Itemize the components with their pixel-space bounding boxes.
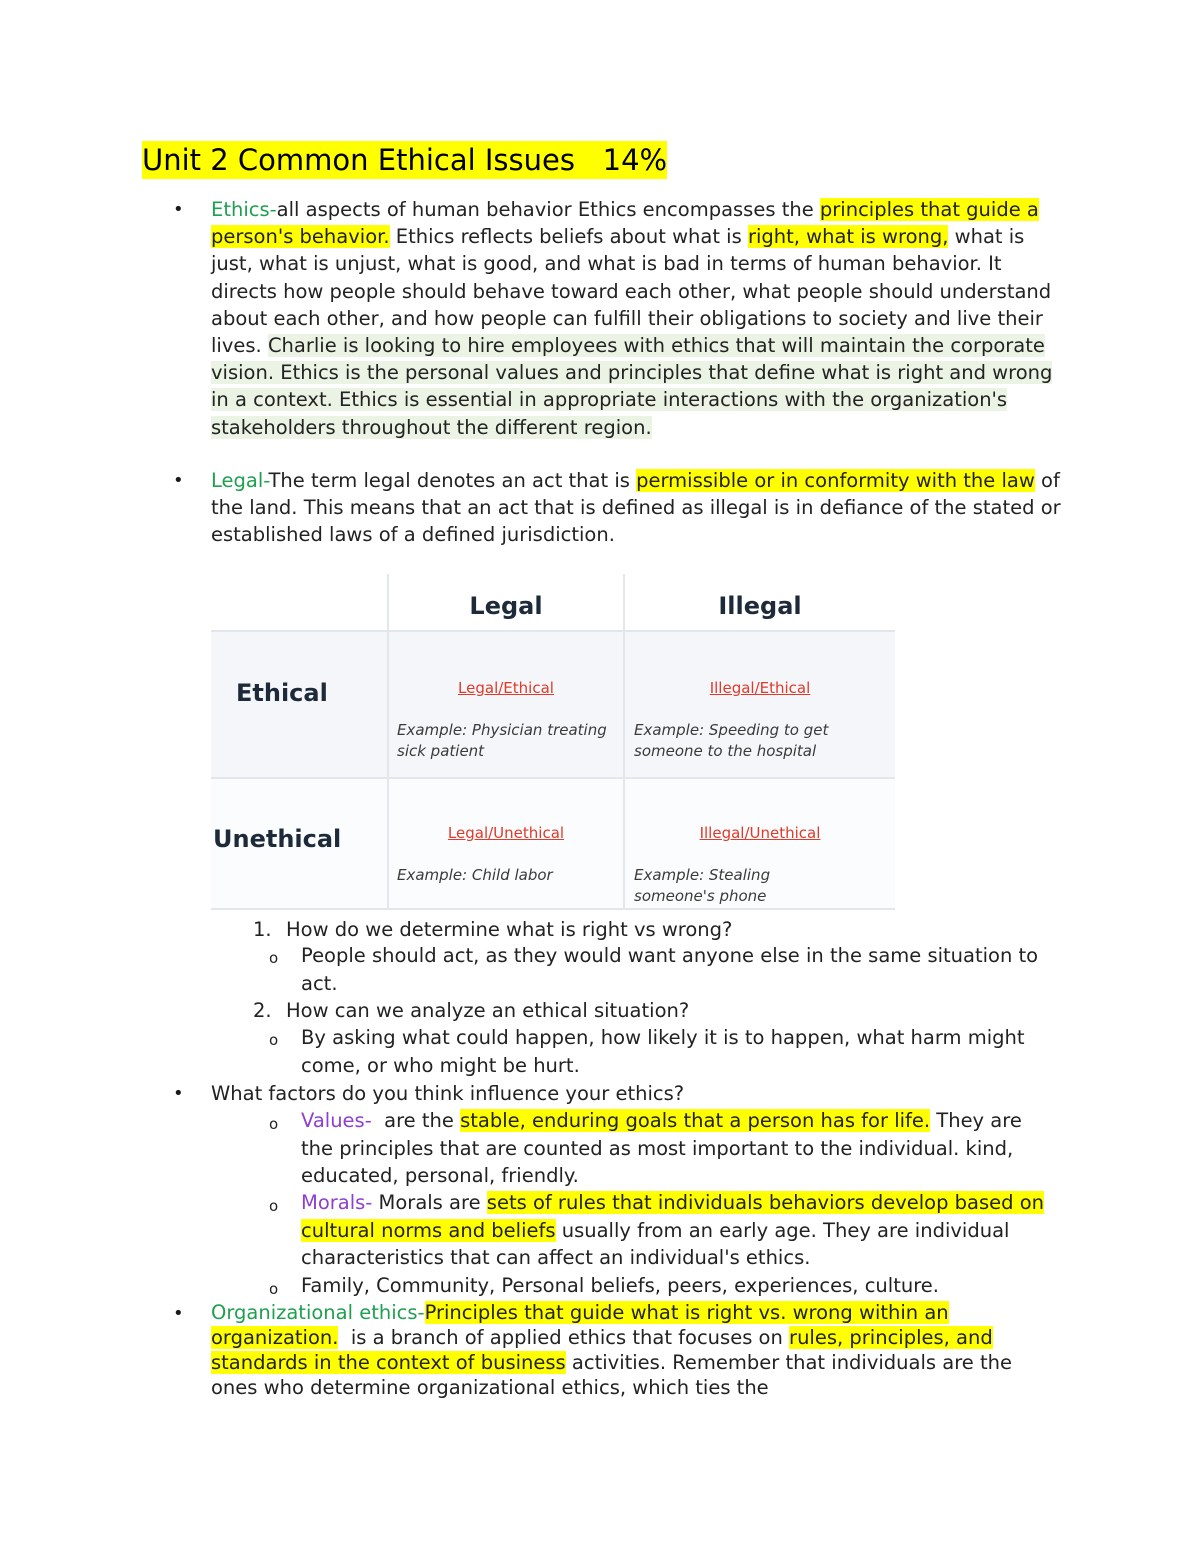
bullet-factors: • — [173, 1083, 184, 1104]
org-ethics-term: Organizational ethics- — [211, 1301, 425, 1324]
ethics-term: Ethics- — [211, 198, 277, 221]
bullet-org-ethics: • — [173, 1303, 184, 1324]
matrix-legal-ethical-example: Example: Physician treating sick patient — [397, 721, 607, 760]
question-2-number: 2. — [253, 999, 272, 1022]
legal-term: Legal- — [211, 469, 269, 492]
morals-paragraph — [301, 1189, 1061, 1272]
ethics-text-1: all aspects of human behavior Ethics encompasses the — [276, 198, 820, 221]
matrix-legal-ethical-label: Legal/Ethical — [458, 679, 554, 697]
ethics-legal-matrix — [211, 574, 895, 910]
org-ethics-paragraph — [211, 1300, 1061, 1400]
legal-paragraph — [211, 467, 1061, 549]
legal-highlight-1: permissible or in conformity with the law — [636, 469, 1035, 492]
other-factors-text: Family, Community, Personal beliefs, peers, experiences, culture. — [301, 1274, 939, 1297]
values-paragraph — [301, 1107, 1041, 1190]
morals-text-1: Morals are — [372, 1191, 487, 1214]
page-title: Unit 2 Common Ethical Issues 14% — [142, 143, 668, 177]
matrix-illegal-unethical-label: Illegal/Unethical — [699, 824, 821, 842]
org-ethics-highlight-1: Principles that guide what is right vs. wrong within an organization. — [211, 1301, 949, 1349]
answer-1-bullet: o — [269, 949, 279, 967]
legal-text-1: The term legal denotes an act that is — [268, 469, 637, 492]
morals-bullet: o — [269, 1197, 279, 1215]
morals-term: Morals- — [301, 1191, 373, 1214]
other-factors-bullet: o — [269, 1280, 279, 1298]
matrix-row-unethical: Unethical — [213, 825, 342, 853]
values-term: Values- — [301, 1109, 372, 1132]
org-ethics-text-2: activities. Remember that individuals are the ones who determine organizational ethics, which ties the — [211, 1351, 1013, 1399]
matrix-illegal-unethical-example: Example: Stealing someone's phone — [634, 866, 771, 905]
ethics-text-3: what is just, what is unjust, what is good, and what is bad in terms of human behavior. It directs how people should behave toward each other, what people should understand about each other, and how people can fulfill their obligations to society and live their lives. — [211, 225, 1052, 358]
ethics-charlie-text: Charlie is looking to hire employees with ethics that will maintain the corporate vision. Ethics is the personal values and principles that define what is right and wrong in a context. Ethics is essential in appropriate interactions with the organization's stakeholders throughout the different region. — [211, 334, 1053, 439]
ethics-highlight-2: right, what is wrong, — [747, 225, 949, 249]
question-1-text: How do we determine what is right vs wrong? — [286, 918, 733, 941]
morals-text-2: usually from an early age. They are individual characteristics that can affect an individual's ethics. — [301, 1218, 1010, 1269]
answer-1-text: People should act, as they would want anyone else in the same situation to act. — [301, 944, 1039, 995]
answer-2-bullet: o — [269, 1031, 279, 1049]
values-bullet: o — [269, 1115, 279, 1133]
question-1-number: 1. — [253, 918, 272, 941]
matrix-illegal-ethical-label: Illegal/Ethical — [709, 679, 811, 697]
bullet-legal: • — [173, 470, 184, 491]
ethics-paragraph — [211, 196, 1061, 441]
legal-text-2: of the land. This means that an act that is defined as illegal is in defiance of the stated or established laws of a defined jurisdiction. — [211, 469, 1061, 547]
values-highlight: stable, enduring goals that a person has for life. — [460, 1109, 931, 1132]
question-2-text: How can we analyze an ethical situation? — [286, 999, 690, 1022]
values-text-2: They are the principles that are counted as most important to the individual. kind, educated, personal, friendly. — [301, 1109, 1022, 1187]
ethics-highlight-1: principles that guide a person's behavior. — [211, 198, 1039, 249]
matrix-row-ethical: Ethical — [236, 679, 328, 707]
matrix-col-legal: Legal — [469, 592, 543, 620]
org-ethics-highlight-2: rules, principles, and standards in the context of business — [211, 1326, 993, 1374]
answer-2-text: By asking what could happen, how likely it is to happen, what harm might come, or who might be hurt. — [301, 1026, 1025, 1077]
ethics-text-2: Ethics reflects beliefs about what is — [389, 225, 748, 249]
org-ethics-text-1: is a branch of applied ethics that focuses on — [338, 1326, 790, 1349]
matrix-illegal-ethical-example: Example: Speeding to get someone to the hospital — [634, 721, 829, 760]
matrix-legal-unethical-label: Legal/Unethical — [447, 824, 565, 842]
bullet-ethics: • — [173, 199, 184, 220]
factors-question: What factors do you think influence your ethics? — [211, 1082, 685, 1105]
values-text-1: are the — [371, 1109, 461, 1132]
matrix-col-illegal: Illegal — [718, 592, 802, 620]
matrix-legal-unethical-example: Example: Child labor — [397, 866, 553, 884]
morals-highlight: sets of rules that individuals behaviors develop based on cultural norms and beliefs — [301, 1191, 1045, 1242]
